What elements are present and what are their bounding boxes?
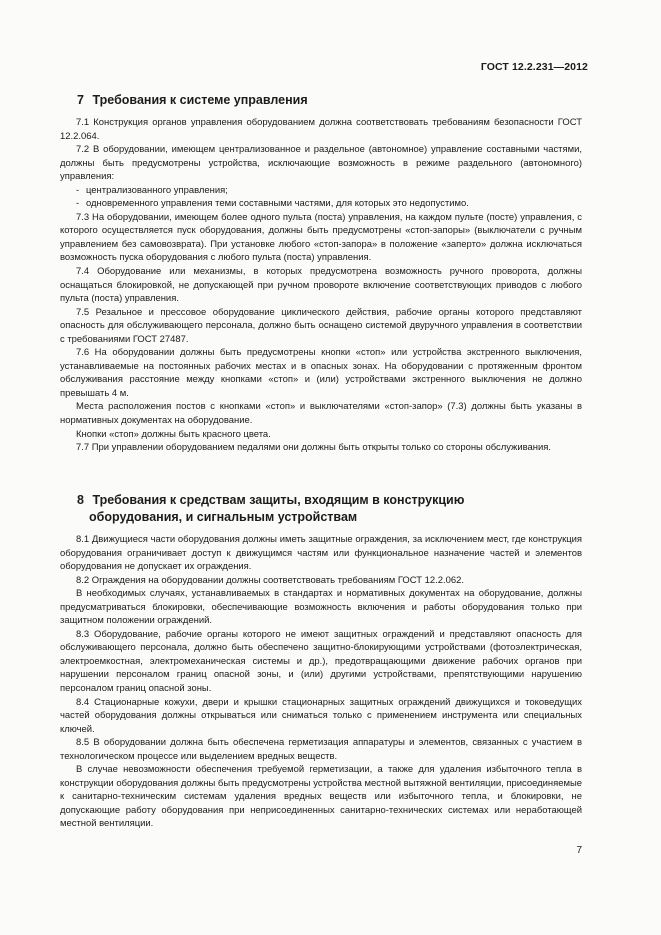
section-number: 7 [77, 93, 84, 107]
paragraph: 7.6 На оборудовании должны быть предусмотрены кнопки «стоп» или устройства экстренного выключения, устанавливаемые на постоянных рабочих местах и в опасных зонах. На оборудовании с протяженным фронтом обслуживания расстояние между кнопками «стоп» и (или) устройствами экстренного выключения не должно превышать 4 м. [60, 347, 582, 399]
section-heading-line1: Требования к средствам защиты, входящим в конструкцию [92, 493, 465, 507]
section-7-body [60, 116, 582, 455]
paragraph: В необходимых случаях, устанавливаемых в стандартах и нормативных документах на оборудование, должны предусматриваться блокировки, обеспечивающие возможность включения и работы оборудования только при защитном положении ограждений. [60, 588, 582, 627]
paragraph: 7.1 Конструкция органов управления оборудованием должна соответствовать требованиям безопасности ГОСТ 12.2.064. [60, 117, 582, 142]
paragraph: 8.4 Стационарные кожухи, двери и крышки стационарных защитных ограждений движущихся и токоведущих частей оборудования должны открываться или сниматься только с применением инструмента или специальных ключей. [60, 696, 582, 735]
paragraph: 8.5 В оборудовании должна быть обеспечена герметизация аппаратуры и элементов, связанных с участием в технологическом процессе или выделением вредных веществ. [60, 737, 582, 762]
section-8-body [60, 533, 582, 831]
paragraph: 8.3 Оборудование, рабочие органы которого не имеют защитных ограждений и представляют опасность для обслуживающего персонала, должно быть обеспечено защитно-блокирующими устройствами (фотоэлектрическая, электроемкостная, электромеханическая системы и др.), предотвращающими движение рабочих органов при нарушении персоналом границ опасной зоны, и (или) другими устройствами, препятствующими нарушению персоналом границ опасной зоны. [60, 628, 582, 695]
section-heading: Требования к системе управления [92, 93, 308, 107]
section-8-title [77, 492, 464, 526]
paragraph: 7.3 На оборудовании, имеющем более одного пульта (поста) управления, на каждом пульте (посте) управления, с которого осуществляется пуск оборудования, должны быть предусмотрены «стоп-запоры» (выключатели с ручным управлением без самовозврата). При установке любого «стоп-запора» в положение «заперто» должна исключаться возможность пуска оборудования с любого пульта (поста) управления. [60, 211, 582, 264]
list-item: - одновременного управления теми составными частями, для которых это недопустимо. [76, 198, 469, 210]
paragraph: В случае невозможности обеспечения требуемой герметизации, а также для удаления избыточного тепла в конструкции оборудования должны быть предусмотрены устройства местной вытяжной вентиляции, присоединяемые к санитарно-техническим системам удаления вредных веществ или избыточного тепла, и блокировки, не допускающие работу оборудования при неприсоединенных санитарно-технических системах или неработающей местной вентиляции. [60, 764, 582, 830]
list-item: - централизованного управления; [76, 184, 228, 196]
paragraph: Места расположения постов с кнопками «стоп» и выключателями «стоп-запор» (7.3) должны быть указаны в нормативных документах на оборудование. [60, 401, 582, 427]
paragraph: 7.5 Резальное и прессовое оборудование циклического действия, рабочие органы которого представляют опасность для обслуживающего персонала, должно быть оснащено системой двуручного управления в соответствии с требованиями ГОСТ 27487. [60, 306, 582, 345]
document-code: ГОСТ 12.2.231—2012 [480, 61, 588, 73]
section-heading-line2: оборудования, и сигнальным устройствам [89, 510, 358, 524]
paragraph: 7.2 В оборудовании, имеющем централизованное и раздельное (автономное) управление составными частями, должны быть предусмотрены устройства, исключающие возможность в режиме раздельного (автономного) управления: [60, 144, 582, 183]
paragraph: Кнопки «стоп» должны быть красного цвета. [76, 428, 271, 440]
paragraph: 7.4 Оборудование или механизмы, в которых предусмотрена возможность ручного проворота, должны оснащаться блокировкой, не допускающей при ручном провороте включение соответствующих приводов с любого пульта (поста) управления. [60, 266, 582, 305]
section-7-title [77, 92, 308, 109]
section-number: 8 [77, 493, 84, 507]
page-number: 7 [576, 845, 582, 856]
paragraph: 7.7 При управлении оборудованием педалями они должны быть открыты только со стороны обслуживания. [76, 442, 552, 454]
paragraph: 8.2 Ограждения на оборудовании должны соответствовать требованиям ГОСТ 12.2.062. [76, 574, 465, 586]
paragraph: 8.1 Движущиеся части оборудования должны иметь защитные ограждения, за исключением мест, где конструкция оборудования ограничивает доступ к движущимся частям или функциональное назначение частей и элементов оборудования не допускает их ограждения. [60, 534, 582, 573]
